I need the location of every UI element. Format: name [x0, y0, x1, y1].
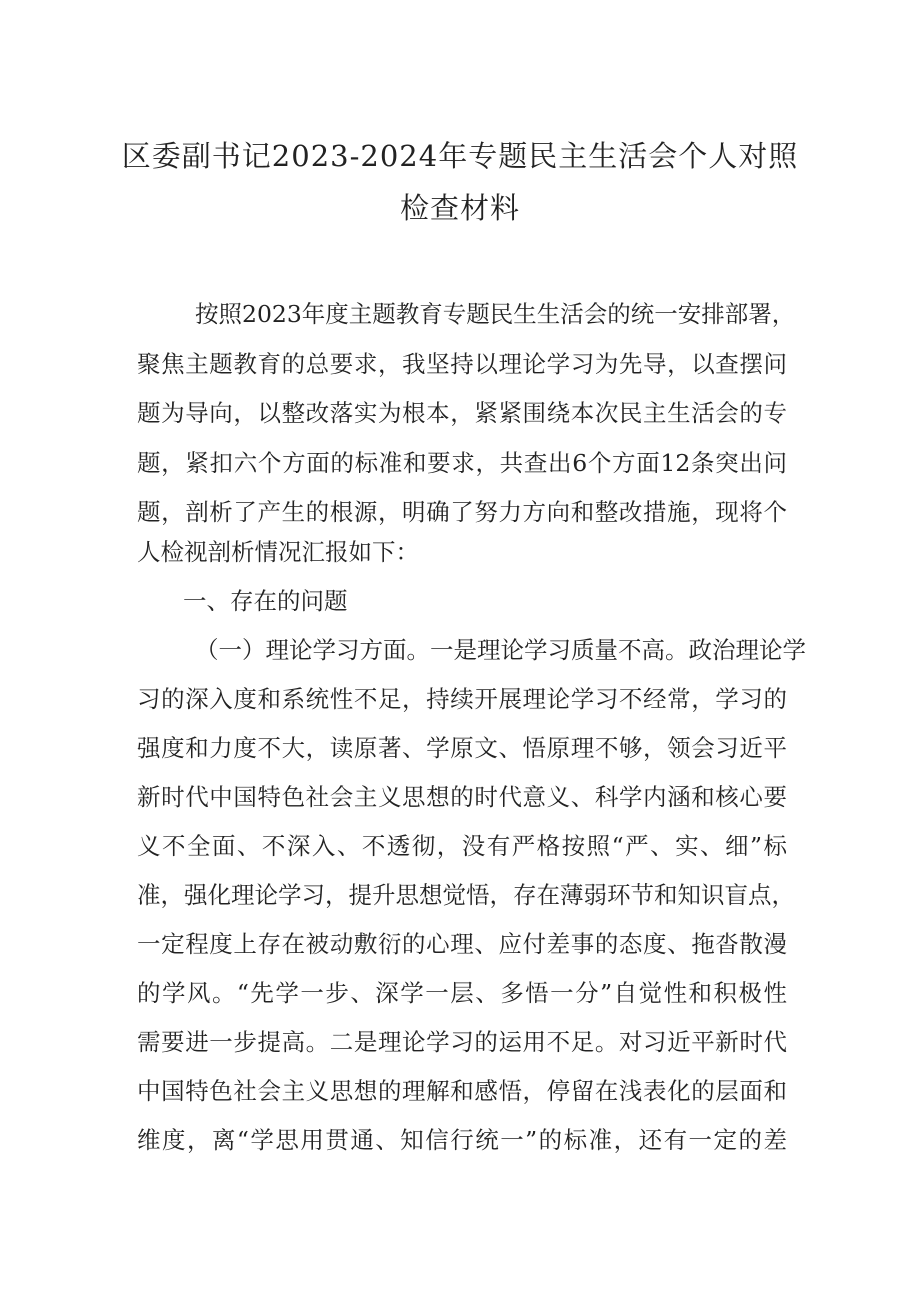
intro-line-5: 题，剖析了产生的根源，明确了努力方向和整改措施，现将个: [137, 498, 787, 526]
body-line-2: 习的深入度和系统性不足，持续开展理论学习不经常，学习的: [137, 685, 787, 713]
intro-line-3: 题为导向，以整改落实为根本，紧紧围绕本次民主生活会的专: [137, 399, 787, 427]
document-title-line-2: 检查材料: [399, 191, 520, 225]
intro-line-1: 按照2023年度主题教育专题民生生活会的统一安排部署，: [195, 300, 796, 328]
intro-line-4: 题，紧扣六个方面的标准和要求，共查出6个方面12条突出问: [137, 449, 787, 477]
body-line-6: 准，强化理论学习，提升思想觉悟，存在薄弱环节和知识盲点，: [137, 881, 795, 909]
body-line-11: 维度，离“学思用贯通、知信行统一”的标准，还有一定的差: [137, 1126, 787, 1154]
body-line-9: 需要进一步提高。二是理论学习的运用不足。对习近平新时代: [137, 1028, 787, 1056]
body-line-10: 中国特色社会主义思想的理解和感悟，停留在浅表化的层面和: [137, 1077, 787, 1105]
intro-line-2: 聚焦主题教育的总要求，我坚持以理论学习为先导，以查摆问: [137, 350, 787, 378]
intro-line-6: 人检视剖析情况汇报如下：: [137, 538, 419, 566]
body-line-1: （一）理论学习方面。一是理论学习质量不高。政治理论学: [195, 636, 806, 664]
body-line-7: 一定程度上存在被动敷衍的心理、应付差事的态度、拖沓散漫: [137, 930, 787, 958]
body-line-8: 的学风。“先学一步、深学一层、多悟一分”自觉性和积极性: [137, 979, 787, 1007]
body-line-5: 义不全面、不深入、不透彻，没有严格按照“严、实、细”标: [137, 832, 787, 860]
section-heading: 一、存在的问题: [183, 587, 348, 615]
document-title-line-1: 区委副书记2023-2024年专题民主生活会个人对照: [121, 139, 799, 173]
body-line-4: 新时代中国特色社会主义思想的时代意义、科学内涵和核心要: [137, 783, 787, 811]
body-line-3: 强度和力度不大，读原著、学原文、悟原理不够，领会习近平: [137, 734, 787, 762]
